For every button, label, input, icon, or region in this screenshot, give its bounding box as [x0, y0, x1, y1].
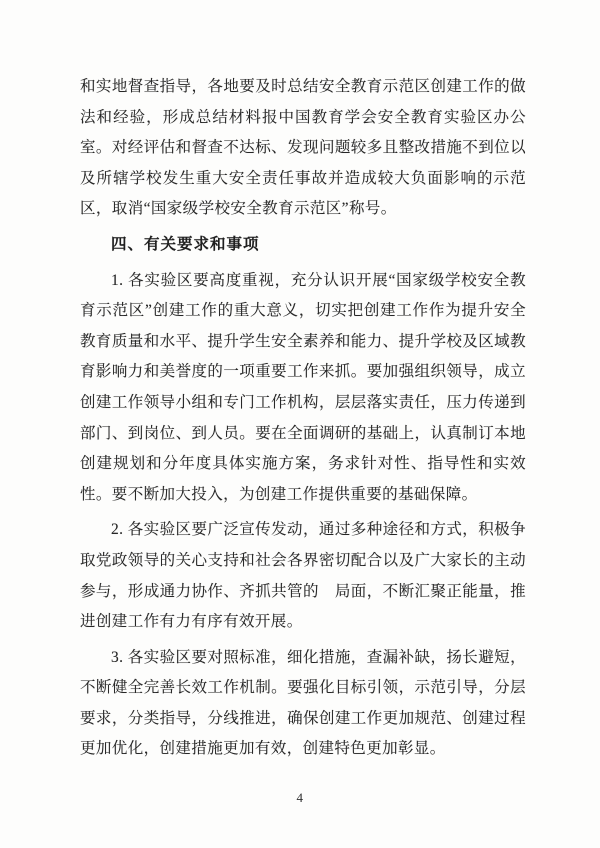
paragraph-3: 3. 各实验区要对照标准，细化措施，查漏补缺，扬长避短，不断健全完善长效工作机制。要强化目标引领，示范引导，分层要求，分类指导，分线推进，确保创建工作更加规范、创建过程更加优化，创建措施更加有效，创建特色更加彰显。: [80, 648, 526, 758]
paragraph-continuation: 和实地督查指导，各地要及时总结安全教育示范区创建工作的做法和经验，形成总结材料报中国教育学会安全教育实验区办公室。对经评估和督查不达标、发现问题较多且整改措施不到位以及所辖学校发生重大安全责任事故并造成较大负面影响的示范区，取消“国家级学校安全教育示范区”称号。: [80, 78, 526, 218]
paragraph-2: 2. 各实验区要广泛宣传发动，通过多种途径和方式，积极争取党政领导的关心支持和社会各界密切配合以及广大家长的主动参与，形成通力协作、齐抓共管的 局面，不断汇聚正能量，推进创建工作有力有序有效开展。: [80, 521, 526, 631]
document-body: [80, 72, 526, 765]
section-heading: 四、有关要求和事项: [111, 235, 260, 253]
page-number: 4: [296, 790, 304, 805]
paragraph-1: 1. 各实验区要高度重视，充分认识开展“国家级学校安全教育示范区”创建工作的重大意义，切实把创建工作作为提升安全教育质量和水平、提升学生安全素养和能力、提升学校及区域教育影响力和美誉度的一项重要工作来抓。要加强组织领导，成立创建工作领导小组和专门工作机构，层层落实责任，压力传递到部门、到岗位、到人员。要在全面调研的基础上，认真制订本地创建规划和分年度具体实施方案，务求针对性、指导性和实效性。要不断加大投入，为创建工作提供重要的基础保障。: [80, 271, 526, 503]
